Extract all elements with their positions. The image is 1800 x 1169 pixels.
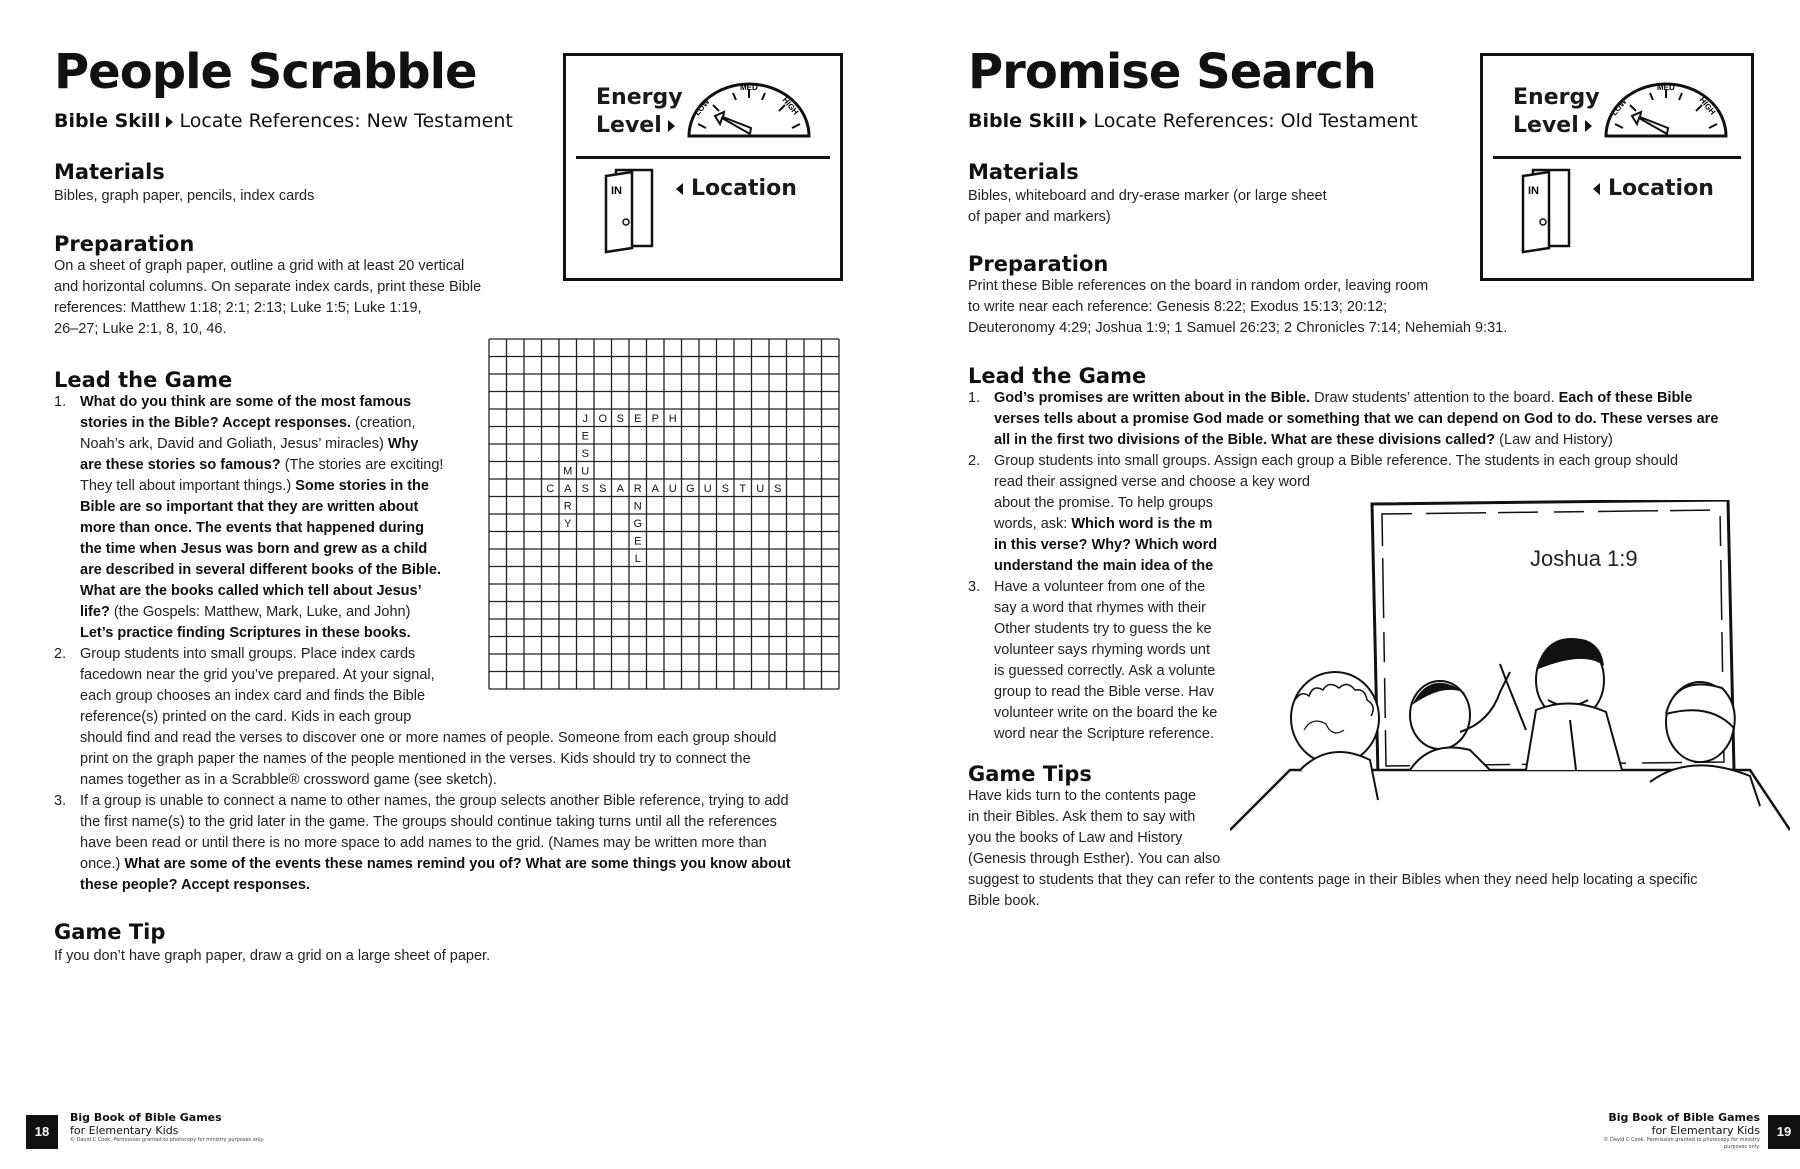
step-number: 3.: [968, 579, 981, 595]
step-line: volunteer says rhyming words unt: [994, 642, 1210, 658]
triangle-right-icon: [1080, 116, 1087, 128]
bible-skill-label: Bible Skill: [968, 110, 1075, 132]
triangle-left-icon: [1593, 183, 1600, 195]
bible-skill-value: Locate References: Old Testament: [1093, 110, 1418, 132]
gauge-high-label: HIGH: [780, 95, 801, 117]
text-line: references: Matthew 1:18; 2:1; 2:13; Luke 1:5; Luke 1:19,: [54, 300, 422, 316]
step-line: Bible are so important that they are written about: [80, 499, 419, 515]
gauge-med-label: MED: [740, 83, 758, 92]
step-line: are described in several different books of the Bible.: [80, 562, 441, 578]
materials-text: Bibles, graph paper, pencils, index cards: [54, 188, 315, 204]
step-line: the time when Jesus was born and grew as a child: [80, 541, 428, 557]
book-title: Big Book of Bible Games: [70, 1111, 222, 1124]
step-line: reference(s) printed on the card. Kids in each group: [80, 709, 412, 725]
step-item: [54, 644, 834, 791]
grid-letter: M: [563, 465, 573, 478]
bible-skill-value: Locate References: New Testament: [179, 110, 513, 132]
step-line: If a group is unable to connect a name to other names, the group selects another Bible reference, trying to add: [80, 793, 789, 809]
step-line: in this verse? Why? Which word: [994, 537, 1218, 553]
grid-letter: E: [581, 430, 589, 443]
step-line: life? (the Gospels: Matthew, Mark, Luke, and John): [80, 604, 411, 620]
energy-level-label: [596, 84, 683, 140]
step-line: Have a volunteer from one of the: [994, 579, 1206, 595]
triangle-right-icon: [668, 120, 675, 132]
text-line: 26–27; Luke 2:1, 8, 10, 46.: [54, 321, 227, 337]
materials-heading: Materials: [968, 160, 1079, 184]
step-line: print on the graph paper the names of the people mentioned in the verses. Kids should try to connect the: [80, 751, 751, 767]
step-item: [54, 791, 834, 896]
grid-letter: U: [756, 482, 765, 495]
grid-letter: L: [634, 552, 641, 565]
grid-letter: S: [774, 482, 782, 495]
energy-gauge-icon: [684, 78, 814, 140]
step-line: Noah’s ark, David and Goliath, Jesus’ miracles) Why: [80, 436, 419, 452]
lead-the-game-heading: Lead the Game: [54, 368, 233, 392]
grid-letter: N: [633, 500, 642, 513]
bible-skill: [968, 110, 1418, 132]
board-reference: Joshua 1:9: [1530, 546, 1638, 571]
step-line: each group chooses an index card and finds the Bible: [80, 688, 426, 704]
energy-gauge-icon: [1601, 78, 1731, 140]
grid-letter: T: [739, 482, 747, 495]
step-number: 3.: [54, 793, 67, 809]
page-number: 18: [26, 1115, 58, 1149]
triangle-right-icon: [1585, 120, 1592, 132]
preparation-text: [54, 256, 554, 340]
door-icon: [1519, 168, 1573, 254]
step-number: 1.: [54, 394, 67, 410]
location-label: Location: [1593, 176, 1714, 201]
step-line: stories in the Bible? Accept responses. (creation,: [80, 415, 416, 431]
gauge-med-label: MED: [1657, 83, 1675, 92]
bible-skill: [54, 110, 513, 132]
text-line: in their Bibles. Ask them to say with: [968, 809, 1196, 825]
gauge-needle: [715, 112, 751, 134]
divider: [1493, 156, 1741, 159]
game-steps: [54, 392, 834, 896]
energy-word: Energy: [596, 85, 683, 110]
grid-letter: C: [546, 482, 555, 495]
grid-letter: A: [564, 482, 572, 495]
grid-letter: J: [582, 412, 588, 425]
triangle-left-icon: [676, 183, 683, 195]
grid-letter: E: [634, 412, 642, 425]
grid-letter: R: [633, 482, 642, 495]
level-word: Level: [596, 113, 662, 138]
book-subtitle: for Elementary Kids: [70, 1124, 179, 1137]
grid-letter: P: [651, 412, 659, 425]
page-title: People Scrabble: [54, 44, 477, 100]
book-title: Big Book of Bible Games: [1608, 1111, 1760, 1124]
step-number: 2.: [54, 646, 67, 662]
step-line: the first name(s) to the grid later in the game. The groups should continue taking turns until all the references: [80, 814, 777, 830]
grid-letter: S: [721, 482, 729, 495]
bible-skill-label: Bible Skill: [54, 110, 161, 132]
materials-heading: Materials: [54, 160, 165, 184]
step-line: are these stories so famous? (The stories are exciting!: [80, 457, 444, 473]
energy-level-box: [1480, 53, 1754, 281]
grid-letter: G: [633, 517, 643, 530]
step-line: group to read the Bible verse. Hav: [994, 684, 1215, 700]
page-number: 19: [1768, 1115, 1800, 1149]
step-line: once.) What are some of the events these names remind you of? What are some things you know about: [80, 856, 791, 872]
step-line: They tell about important things.) Some stories in the: [80, 478, 429, 494]
step-line: verses tells about a promise God made or something that we can depend on God to do. These verses are: [994, 411, 1719, 427]
step-line: names together as in a Scrabble® crossword game (see sketch).: [80, 772, 497, 788]
grid-letter: E: [634, 535, 642, 548]
grid-letter: A: [651, 482, 659, 495]
game-tip-text: If you don’t have graph paper, draw a grid on a large sheet of paper.: [54, 948, 491, 964]
energy-word: Energy: [1513, 85, 1600, 110]
door-icon: [602, 168, 656, 254]
preparation-heading: Preparation: [968, 252, 1109, 276]
step-line: read their assigned verse and choose a key word: [994, 474, 1310, 490]
step-number: 2.: [968, 453, 981, 469]
game-tip-heading: Game Tip: [54, 920, 166, 944]
grid-letter: R: [563, 500, 572, 513]
gauge-needle: [1632, 112, 1668, 134]
gauge-high-label: HIGH: [1697, 95, 1718, 117]
step-line: say a word that rhymes with their: [994, 600, 1206, 616]
grid-letter: G: [685, 482, 695, 495]
grid-letter: S: [599, 482, 607, 495]
text-line: you the books of Law and History: [968, 830, 1183, 846]
step-line: word near the Scripture reference.: [994, 726, 1215, 742]
preparation-heading: Preparation: [54, 232, 195, 256]
energy-level-box: [563, 53, 843, 281]
level-word: Level: [1513, 113, 1579, 138]
step-line: God’s promises are written about in the Bible. Draw students’ attention to the board. Each of these Bible: [994, 390, 1693, 406]
lead-the-game-heading: Lead the Game: [968, 364, 1147, 388]
step-line: understand the main idea of the: [994, 558, 1214, 574]
gauge-low-label: LOW: [1609, 97, 1629, 118]
step-number: 1.: [968, 390, 981, 406]
grid-letter: O: [598, 412, 608, 425]
step-line: facedown near the grid you’ve prepared. At your signal,: [80, 667, 435, 683]
right-page: [900, 0, 1800, 1169]
step-line: Other students try to guess the ke: [994, 621, 1212, 637]
text-line: On a sheet of graph paper, outline a grid with at least 20 vertical: [54, 258, 465, 274]
grid-letter: S: [581, 447, 589, 460]
text-line: Deuteronomy 4:29; Joshua 1:9; 1 Samuel 26:23; 2 Chronicles 7:14; Nehemiah 9:31.: [968, 320, 1508, 336]
location-label: Location: [676, 176, 797, 201]
grid-letter: S: [616, 412, 624, 425]
door-label: IN: [1528, 185, 1539, 197]
text-line: (Genesis through Esther). You can also: [968, 851, 1221, 867]
step-line: volunteer write on the board the ke: [994, 705, 1218, 721]
step-line: What are the books called which tell about Jesus’: [80, 583, 422, 599]
grid-letter: A: [616, 482, 624, 495]
copyright-text: © David C Cook. Permission granted to photocopy for ministry purposes only.: [1603, 1137, 1760, 1150]
grid-letter: U: [668, 482, 677, 495]
step-line: Group students into small groups. Assign each group a Bible reference. The students in each group should: [994, 453, 1679, 469]
text-line: of paper and markers): [968, 209, 1111, 225]
book-footer: [70, 1111, 264, 1144]
grid-letter: U: [581, 465, 590, 478]
grid-letter: S: [581, 482, 589, 495]
step-item: [968, 388, 1768, 451]
grid-letter: H: [668, 412, 677, 425]
book-subtitle: for Elementary Kids: [1651, 1124, 1760, 1137]
page-title: Promise Search: [968, 44, 1376, 100]
text-line: Have kids turn to the contents page: [968, 788, 1197, 804]
copyright-text: © David C Cook. Permission granted to photocopy for ministry purposes only.: [70, 1137, 265, 1143]
step-line: all in the first two divisions of the Bible. What are these divisions called? (Law and History): [994, 432, 1613, 448]
text-line: Bibles, whiteboard and dry-erase marker (or large sheet: [968, 188, 1327, 204]
text-line: and horizontal columns. On separate index cards, print these Bible: [54, 279, 482, 295]
energy-level-label: [1513, 84, 1600, 140]
step-item: [54, 392, 834, 644]
door-label: IN: [611, 185, 622, 197]
step-line: words, ask: Which word is the m: [994, 516, 1213, 532]
text-line: Bible book.: [968, 893, 1040, 909]
step-line: Group students into small groups. Place index cards: [80, 646, 416, 662]
text-line: Print these Bible references on the board in random order, leaving room: [968, 278, 1429, 294]
grid-letter: U: [703, 482, 712, 495]
text-line: to write near each reference: Genesis 8:22; Exodus 15:13; 20:12;: [968, 299, 1388, 315]
game-tips-text: [968, 786, 1788, 912]
step-line: these people? Accept responses.: [80, 877, 310, 893]
step-line: is guessed correctly. Ask a volunte: [994, 663, 1216, 679]
text-line: suggest to students that they can refer to the contents page in their Bibles when they need help locating a specific: [968, 872, 1698, 888]
book-footer: [1590, 1111, 1760, 1151]
step-line: should find and read the verses to discover one or more names of people. Someone from each group should: [80, 730, 777, 746]
step-line: more than once. The events that happened during: [80, 520, 425, 536]
divider: [576, 156, 830, 159]
materials-text: [968, 186, 1327, 228]
gauge-low-label: LOW: [692, 97, 712, 118]
game-tips-heading: Game Tips: [968, 762, 1092, 786]
step-line: about the promise. To help groups: [994, 495, 1213, 511]
step-line: What do you think are some of the most famous: [80, 394, 412, 410]
step-line: have been read or until there is no more space to add names to the grid. (Names may be written more than: [80, 835, 767, 851]
preparation-text: [968, 276, 1507, 339]
grid-letter: Y: [564, 517, 572, 530]
triangle-right-icon: [166, 116, 173, 128]
step-line: Let’s practice finding Scriptures in these books.: [80, 625, 411, 641]
